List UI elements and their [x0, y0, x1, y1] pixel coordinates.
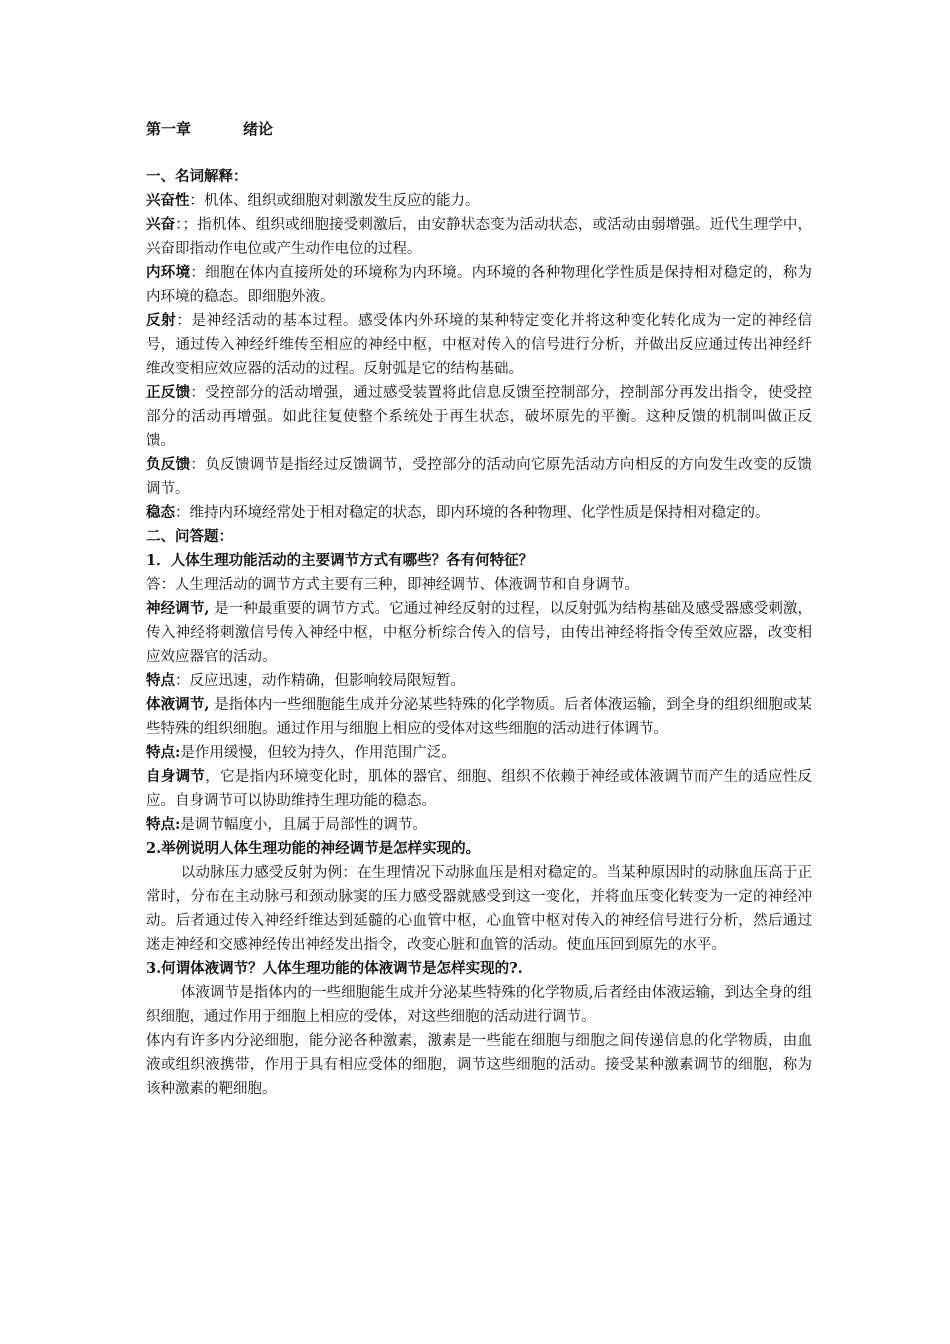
answer-intro: 答：人生理活动的调节方式主要有三种，即神经调节、体液调节和自身调节。 [146, 577, 639, 593]
chapter-title: 绪论 [243, 120, 274, 138]
answer-paragraph: 体内有许多内分泌细胞，能分泌各种激素，激素是一些能在细胞与细胞之间传递信息的化学物质，由血液或组织液携带，作用于具有相应受体的细胞，调节这些细胞的活动。接受某种激素调节的细胞，称为该种激素的靶细胞。 [146, 1033, 812, 1097]
section-heading: 二、问答题： [146, 528, 233, 545]
answer-item: 特点:是调节幅度小，且属于局部性的调节。 [146, 816, 427, 833]
term-definition: 兴奋性：机体、组织或细胞对刺激发生反应的能力。 [146, 192, 480, 209]
answer-item: 体液调节, 是指体内一些细胞能生成并分泌某些特殊的化学物质。后者体液运输，到全身的组织细胞或某些特殊的组织细胞。通过作用与细胞上相应的受体对这些细胞的活动进行体调节。 [146, 696, 812, 737]
term-definition: 内环境：细胞在体内直接所处的环境称为内环境。内环境的各种物理化学性质是保持相对稳定的，称为内环境的稳态。即细胞外液。 [146, 264, 813, 305]
section-heading: 一、名词解释： [146, 168, 248, 185]
answer-item: 特点:是作用缓慢，但较为持久，作用范围广泛。 [146, 744, 456, 761]
answer-item: 自身调节，它是指内环境变化时，肌体的器官、细胞、组织不依赖于神经或体液调节而产生的适应性反应。自身调节可以协助维持生理功能的稳态。 [146, 768, 813, 809]
answer-paragraph: 以动脉压力感受反射为例：在生理情况下动脉血压是相对稳定的。当某种原因时的动脉血压高于正常时，分布在主动脉弓和颈动脉窦的压力感受器就感受到这一变化，并将血压变化转变为一定的神经冲动。后者通过传入神经纤维达到延髓的心血管中枢，心血管中枢对传入的神经信号进行分析，然后通过迷走神经和交感神经传出神经发出指令，改变心脏和血管的活动。使血压回到原先的水平。 [146, 865, 812, 953]
chapter-number: 第一章 [146, 120, 192, 138]
answer-item: 神经调节, 是一种最重要的调节方式。它通过神经反射的过程，以反射弧为结构基础及感受器感受刺激，传入神经将刺激信号传入神经中枢，中枢分析综合传入的信号，由传出神经将指令传至效应器，改变相应效应器官的活动。 [146, 600, 812, 665]
document-page [146, 117, 812, 1101]
answer-paragraph: 体液调节是指体内的一些细胞能生成并分泌某些特殊的化学物质,后者经由体液运输，到达全身的组织细胞，通过作用于细胞上相应的受体，对这些细胞的活动进行调节。 [146, 985, 812, 1025]
answer-item: 特点：反应迅速，动作精确，但影响较局限短暂。 [146, 672, 465, 689]
term-definition: 稳态：维持内环境经常处于相对稳定的状态，即内环境的各种物理、化学性质是保持相对稳定的。 [146, 504, 770, 521]
question-heading: 3.何谓体液调节？人体生理功能的体液调节是怎样实现的?. [146, 960, 523, 977]
term-definition: 正反馈：受控部分的活动增强，通过感受装置将此信息反馈至控制部分，控制部分再发出指令，使受控部分的活动再增强。如此往复使整个系统处于再生状态，破坏原先的平衡。这种反馈的机制叫做正反馈。 [146, 384, 813, 449]
term-definition: 负反馈：负反馈调节是指经过反馈调节，受控部分的活动向它原先活动方向相反的方向发生改变的反馈调节。 [146, 456, 813, 497]
term-definition: 兴奋：；指机体、组织或细胞接受刺激后，由安静状态变为活动状态，或活动由弱增强。近代生理学中，兴奋即指动作电位或产生动作电位的过程。 [146, 216, 813, 257]
term-definition: 反射：是神经活动的基本过程。感受体内外环境的某种特定变化并将这种变化转化成为一定的神经信号，通过传入神经纤维传至相应的神经中枢，中枢对传入的信号进行分析，并做出反应通过传出神经纤维改变相应效应器的活动的过程。反射弧是它的结构基础。 [146, 312, 813, 377]
chapter-heading [146, 117, 812, 141]
question-heading: 1．人体生理功能活动的主要调节方式有哪些？各有何特征？ [146, 552, 534, 569]
question-heading: 2.举例说明人体生理功能的神经调节是怎样实现的。 [146, 840, 481, 857]
